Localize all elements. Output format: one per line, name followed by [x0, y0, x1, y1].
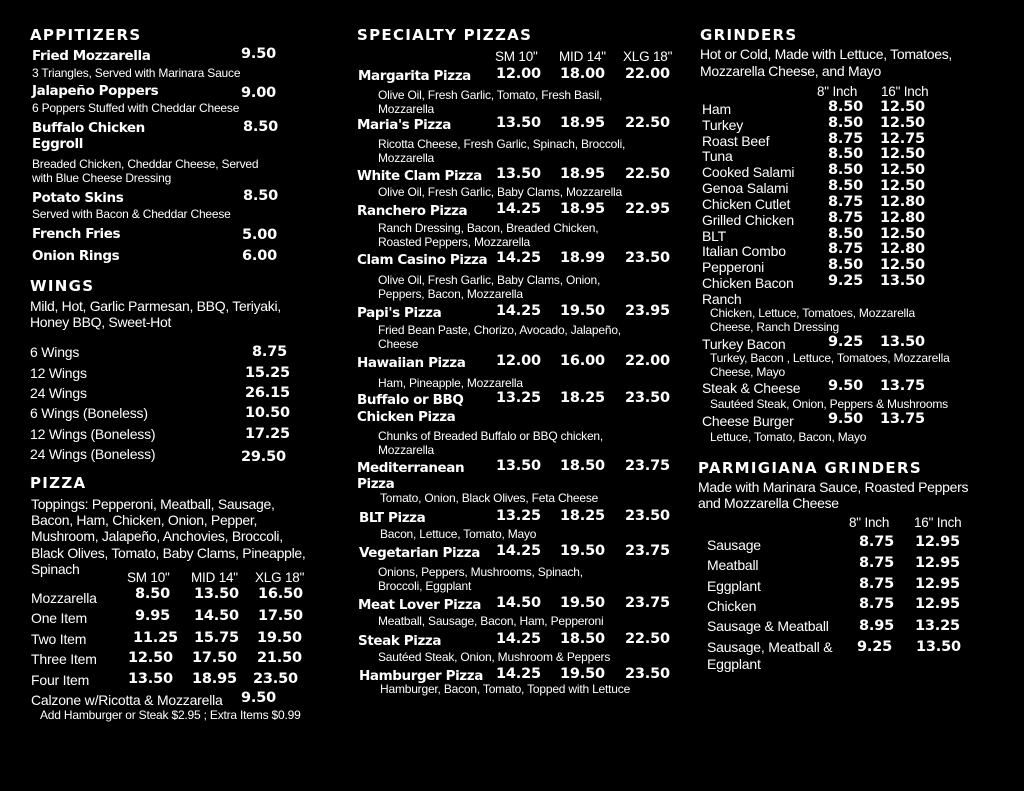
price-xlg: 23.50 — [625, 390, 670, 406]
price-mid: 16.00 — [560, 353, 605, 369]
price-16in: 12.95 — [915, 555, 960, 571]
price-8in: 8.50 — [828, 257, 863, 273]
grinders-desc-line2: Mozzarella Cheese, and Mayo — [700, 63, 881, 79]
price-8in: 9.50 — [828, 411, 863, 427]
price-16in: 13.50 — [880, 273, 925, 289]
price-16in: 12.75 — [880, 131, 925, 147]
price-16in: 12.80 — [880, 210, 925, 226]
price-mid: 19.50 — [560, 666, 605, 682]
item-desc: 6 Poppers Stuffed with Cheddar Cheese — [32, 101, 240, 115]
price-16in: 13.75 — [880, 411, 925, 427]
pizza-toppings: Mushroom, Jalapeño, Anchovies, Broccoli, — [31, 528, 283, 544]
grinder-item: Pepperoni — [702, 259, 765, 275]
price-16in: 12.50 — [880, 115, 925, 131]
price-mid: 18.25 — [560, 508, 605, 524]
price-mid: 15.75 — [194, 630, 239, 646]
pizza-toppings: Bacon, Ham, Chicken, Onion, Pepper, — [31, 512, 258, 528]
price-sm: 14.50 — [496, 595, 541, 611]
price-xlg: 22.50 — [625, 631, 670, 647]
price-mid: 18.50 — [560, 631, 605, 647]
wing-price: 8.75 — [252, 344, 287, 360]
price-8in: 8.50 — [828, 178, 863, 194]
item-name: Buffalo Chicken — [32, 120, 145, 136]
price-8in: 8.50 — [828, 162, 863, 178]
price-16in: 12.80 — [880, 241, 925, 257]
price-mid: 14.50 — [194, 608, 239, 624]
wing-price: 10.50 — [245, 405, 290, 421]
wing-item: 12 Wings (Boneless) — [30, 426, 156, 442]
grinder-item: Grilled Chicken — [702, 212, 794, 228]
pizza-desc: Ricotta Cheese, Fresh Garlic, Spinach, Broccoli, — [378, 137, 626, 151]
grinders-title: GRINDERS — [700, 26, 798, 44]
price-xlg: 17.50 — [258, 608, 303, 624]
grinder-item: Cheese Burger — [702, 413, 794, 429]
pizza-desc: Meatball, Sausage, Bacon, Ham, Pepperoni — [378, 614, 604, 628]
specialty-title: SPECIALTY PIZZAS — [357, 26, 533, 44]
item-price: 6.00 — [242, 248, 277, 264]
pizza-title: PIZZA — [30, 474, 87, 492]
price-mid: 19.50 — [560, 303, 605, 319]
wing-price: 15.25 — [245, 365, 290, 381]
size-header: 16" Inch — [914, 515, 962, 530]
size-header: 8" Inch — [817, 84, 858, 99]
pizza-desc: Bacon, Lettuce, Tomato, Mayo — [380, 527, 537, 541]
grinders-desc: Hot or Cold, Made with Lettuce, Tomatoes, — [700, 46, 953, 62]
price-sm: 13.25 — [496, 508, 541, 524]
price-mid: 18.99 — [560, 250, 605, 266]
wing-item: 24 Wings (Boneless) — [30, 446, 156, 462]
grinder-item-line2: Ranch — [702, 291, 742, 307]
pizza-name-line2: Chicken Pizza — [357, 409, 456, 425]
size-header: MID 14" — [191, 570, 238, 585]
price-mid: 18.95 — [560, 115, 605, 131]
price-xlg: 22.50 — [625, 166, 670, 182]
price-sm: 12.00 — [496, 353, 541, 369]
wing-item: 12 Wings — [30, 365, 87, 381]
wing-item: 24 Wings — [30, 385, 87, 401]
price-mid: 19.50 — [560, 543, 605, 559]
price-xlg: 21.50 — [257, 650, 302, 666]
pizza-desc-line2: Broccoli, Eggplant — [378, 579, 472, 593]
price-16in: 13.75 — [880, 378, 925, 394]
pizza-name-line2: Pizza — [357, 476, 395, 492]
price-sm: 13.50 — [496, 458, 541, 474]
item-name: Potato Skins — [32, 190, 124, 206]
pizza-name: Margarita Pizza — [358, 68, 471, 84]
price-xlg: 23.75 — [625, 595, 670, 611]
price-8in: 9.25 — [857, 639, 892, 655]
parm-item: Sausage, Meatball & — [707, 639, 833, 655]
price-xlg: 23.50 — [625, 250, 670, 266]
grinder-item: Roast Beef — [702, 133, 770, 149]
price-sm: 14.25 — [496, 666, 541, 682]
price-xlg: 22.95 — [625, 201, 670, 217]
calzone-name: Calzone w/Ricotta & Mozzarella — [31, 692, 223, 708]
grinder-desc: Turkey, Bacon , Lettuce, Tomatoes, Mozzarella — [710, 351, 950, 365]
wing-item: 6 Wings — [30, 344, 80, 360]
price-mid: 18.95 — [560, 166, 605, 182]
pizza-name: Clam Casino Pizza — [357, 252, 488, 268]
grinder-item: Ham — [702, 101, 731, 117]
grinder-item: Italian Combo — [702, 243, 786, 259]
price-8in: 8.95 — [859, 618, 894, 634]
pizza-desc: Chunks of Breaded Buffalo or BBQ chicken, — [378, 429, 604, 443]
size-header: MID 14" — [559, 49, 606, 64]
size-header: 16" Inch — [881, 84, 929, 99]
appetizers-title: APPITIZERS — [30, 26, 142, 44]
pizza-toppings: Black Olives, Tomato, Baby Clams, Pineapple, — [31, 545, 306, 561]
price-sm: 14.25 — [496, 631, 541, 647]
item-name: Fried Mozzarella — [32, 48, 151, 64]
grinder-desc: Chicken, Lettuce, Tomatoes, Mozzarella — [710, 306, 915, 320]
price-8in: 8.75 — [859, 596, 894, 612]
price-xlg: 19.50 — [257, 630, 302, 646]
price-mid: 18.50 — [560, 458, 605, 474]
price-xlg: 23.95 — [625, 303, 670, 319]
price-xlg: 23.50 — [253, 671, 298, 687]
item-desc-line2: with Blue Cheese Dressing — [32, 171, 172, 185]
wings-title: WINGS — [30, 277, 95, 295]
parm-item-line2: Eggplant — [707, 656, 761, 672]
item-name: French Fries — [32, 226, 121, 242]
grinder-item: Cooked Salami — [702, 164, 795, 180]
pizza-name: Steak Pizza — [358, 633, 442, 649]
pizza-name: BLT Pizza — [359, 510, 426, 526]
pizza-item: One Item — [31, 610, 87, 626]
price-8in: 8.75 — [828, 131, 863, 147]
wing-item: 6 Wings (Boneless) — [30, 405, 148, 421]
item-desc: Breaded Chicken, Cheddar Cheese, Served — [32, 157, 259, 171]
size-header: XLG 18" — [623, 49, 673, 64]
price-xlg: 22.00 — [625, 353, 670, 369]
price-16in: 13.50 — [880, 334, 925, 350]
pizza-name: Maria's Pizza — [357, 117, 451, 133]
pizza-desc-line2: Roasted Peppers, Mozzarella — [378, 235, 531, 249]
price-sm: 14.25 — [496, 303, 541, 319]
pizza-desc: Olive Oil, Fresh Garlic, Baby Clams, Onion, — [378, 273, 601, 287]
price-sm: 13.50 — [128, 671, 173, 687]
price-sm: 8.50 — [135, 586, 170, 602]
item-name: Onion Rings — [32, 248, 120, 264]
pizza-name: Meat Lover Pizza — [358, 597, 481, 613]
grinder-item: BLT — [702, 228, 727, 244]
price-8in: 8.75 — [828, 241, 863, 257]
price-8in: 8.75 — [859, 534, 894, 550]
grinder-item: Genoa Salami — [702, 180, 789, 196]
parmigiana-desc-line2: and Mozzarella Cheese — [698, 495, 839, 511]
grinder-item: Turkey Bacon — [702, 336, 786, 352]
parmigiana-desc: Made with Marinara Sauce, Roasted Peppers — [698, 479, 969, 495]
parmigiana-title: PARMIGIANA GRINDERS — [698, 459, 922, 477]
price-xlg: 22.50 — [625, 115, 670, 131]
pizza-name: Mediterranean — [357, 460, 465, 476]
price-16in: 12.50 — [880, 99, 925, 115]
pizza-item: Three Item — [31, 651, 97, 667]
pizza-item: Four Item — [31, 672, 90, 688]
grinder-desc: Sautéed Steak, Onion, Peppers & Mushrooms — [710, 397, 948, 411]
item-price: 9.50 — [241, 46, 276, 62]
pizza-desc: Hamburger, Bacon, Tomato, Topped with Lettuce — [380, 682, 631, 696]
pizza-desc: Olive Oil, Fresh Garlic, Baby Clams, Mozzarella — [378, 185, 622, 199]
price-8in: 9.25 — [828, 273, 863, 289]
price-mid: 18.00 — [560, 66, 605, 82]
price-sm: 11.25 — [133, 630, 178, 646]
item-desc: Served with Bacon & Cheddar Cheese — [32, 207, 231, 221]
item-name: Jalapeño Poppers — [32, 83, 159, 99]
wings-desc-line2: Honey BBQ, Sweet-Hot — [30, 314, 172, 330]
parm-item: Sausage & Meatball — [707, 618, 829, 634]
pizza-note: Add Hamburger or Steak $2.95 ; Extra Items $0.99 — [40, 708, 301, 722]
calzone-price: 9.50 — [241, 690, 276, 706]
pizza-name: Hawaiian Pizza — [357, 355, 466, 371]
grinder-item: Chicken Cutlet — [702, 196, 791, 212]
price-mid: 18.95 — [192, 671, 237, 687]
price-16in: 12.50 — [880, 162, 925, 178]
pizza-desc-line2: Mozzarella — [378, 102, 435, 116]
item-price: 9.00 — [241, 85, 276, 101]
price-sm: 13.50 — [496, 166, 541, 182]
price-16in: 12.95 — [915, 596, 960, 612]
wing-price: 26.15 — [245, 385, 290, 401]
grinder-item: Steak & Cheese — [702, 380, 801, 396]
parm-item: Chicken — [707, 598, 757, 614]
pizza-desc-line2: Cheese — [378, 337, 419, 351]
pizza-name: Hamburger Pizza — [359, 668, 483, 684]
price-xlg: 22.00 — [625, 66, 670, 82]
pizza-toppings: Toppings: Pepperoni, Meatball, Sausage, — [31, 496, 275, 512]
item-desc: 3 Triangles, Served with Marinara Sauce — [32, 66, 241, 80]
price-8in: 8.50 — [828, 146, 863, 162]
price-xlg: 23.50 — [625, 508, 670, 524]
pizza-desc: Sautéed Steak, Onion, Mushroom & Peppers — [378, 650, 611, 664]
pizza-desc-line2: Peppers, Bacon, Mozzarella — [378, 287, 523, 301]
price-sm: 9.95 — [135, 608, 170, 624]
price-8in: 8.50 — [828, 99, 863, 115]
price-16in: 12.80 — [880, 194, 925, 210]
pizza-desc: Olive Oil, Fresh Garlic, Tomato, Fresh Basil, — [378, 88, 603, 102]
price-16in: 12.50 — [880, 226, 925, 242]
size-header: SM 10" — [495, 49, 538, 64]
grinder-desc-line2: Cheese, Mayo — [710, 365, 785, 379]
price-sm: 14.25 — [496, 250, 541, 266]
pizza-desc-line2: Mozzarella — [378, 151, 435, 165]
price-xlg: 23.75 — [625, 543, 670, 559]
pizza-item: Mozzarella — [31, 590, 97, 606]
pizza-desc: Ham, Pineapple, Mozzarella — [378, 376, 523, 390]
parm-item: Meatball — [707, 557, 759, 573]
price-8in: 8.75 — [859, 555, 894, 571]
pizza-item: Two Item — [31, 631, 87, 647]
price-mid: 17.50 — [192, 650, 237, 666]
price-mid: 18.95 — [560, 201, 605, 217]
pizza-name: Vegetarian Pizza — [359, 545, 480, 561]
pizza-name: White Clam Pizza — [357, 168, 482, 184]
price-8in: 8.75 — [828, 194, 863, 210]
price-xlg: 23.75 — [625, 458, 670, 474]
price-16in: 13.25 — [915, 618, 960, 634]
pizza-desc: Ranch Dressing, Bacon, Breaded Chicken, — [378, 221, 599, 235]
price-16in: 12.50 — [880, 257, 925, 273]
item-name-line2: Eggroll — [32, 136, 83, 152]
price-16in: 12.50 — [880, 178, 925, 194]
grinder-item: Tuna — [702, 148, 733, 164]
size-header: 8" Inch — [849, 515, 890, 530]
price-16in: 12.95 — [915, 576, 960, 592]
price-16in: 13.50 — [916, 639, 961, 655]
grinder-desc: Lettuce, Tomato, Bacon, Mayo — [710, 430, 867, 444]
price-sm: 12.00 — [496, 66, 541, 82]
parm-item: Sausage — [707, 537, 761, 553]
pizza-name: Papi's Pizza — [357, 305, 442, 321]
grinder-item: Turkey — [702, 117, 744, 133]
pizza-name: Buffalo or BBQ — [357, 392, 464, 408]
price-mid: 13.50 — [194, 586, 239, 602]
pizza-desc: Fried Bean Paste, Chorizo, Avocado, Jalapeño, — [378, 323, 621, 337]
grinder-desc-line2: Cheese, Ranch Dressing — [710, 320, 840, 334]
item-price: 8.50 — [243, 188, 278, 204]
wing-price: 17.25 — [245, 426, 290, 442]
price-8in: 8.75 — [828, 210, 863, 226]
price-8in: 8.50 — [828, 115, 863, 131]
wing-price: 29.50 — [241, 449, 286, 465]
price-sm: 12.50 — [128, 650, 173, 666]
size-header: SM 10" — [127, 570, 170, 585]
pizza-desc: Tomato, Onion, Black Olives, Feta Cheese — [380, 491, 599, 505]
wings-desc: Mild, Hot, Garlic Parmesan, BBQ, Teriyaki, — [30, 298, 281, 314]
parm-item: Eggplant — [707, 578, 761, 594]
grinder-item: Chicken Bacon — [702, 275, 794, 291]
pizza-desc: Onions, Peppers, Mushrooms, Spinach, — [378, 565, 583, 579]
price-mid: 19.50 — [560, 595, 605, 611]
pizza-name: Ranchero Pizza — [357, 203, 468, 219]
price-sm: 14.25 — [496, 201, 541, 217]
price-sm: 14.25 — [496, 543, 541, 559]
price-8in: 9.25 — [828, 334, 863, 350]
price-8in: 9.50 — [828, 378, 863, 394]
price-xlg: 23.50 — [625, 666, 670, 682]
pizza-toppings: Spinach — [31, 561, 80, 577]
price-8in: 8.50 — [828, 226, 863, 242]
price-sm: 13.50 — [496, 115, 541, 131]
item-price: 5.00 — [242, 227, 277, 243]
price-sm: 13.25 — [496, 390, 541, 406]
price-16in: 12.95 — [915, 534, 960, 550]
price-mid: 18.25 — [560, 390, 605, 406]
price-16in: 12.50 — [880, 146, 925, 162]
size-header: XLG 18" — [255, 570, 305, 585]
price-8in: 8.75 — [859, 576, 894, 592]
pizza-desc-line2: Mozzarella — [378, 443, 435, 457]
price-xlg: 16.50 — [258, 586, 303, 602]
item-price: 8.50 — [243, 119, 278, 135]
